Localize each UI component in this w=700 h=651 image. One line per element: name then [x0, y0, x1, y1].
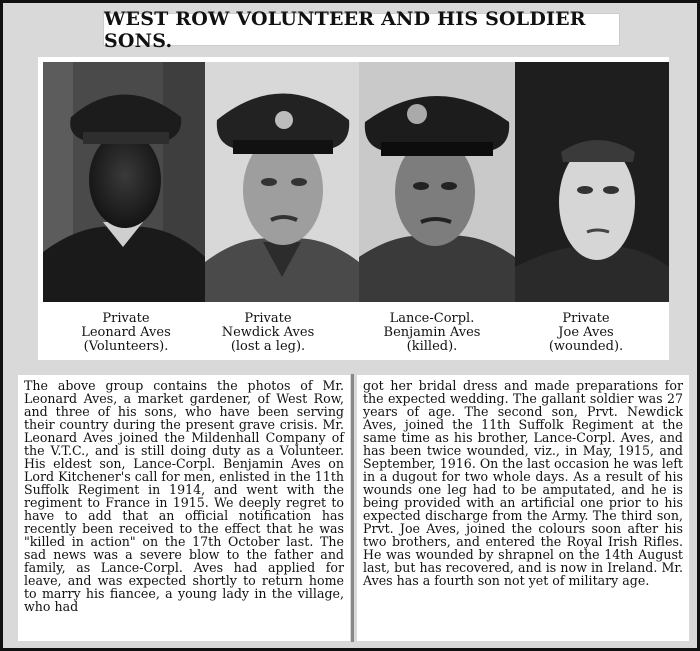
caption-name: Newdick Aves — [221, 325, 315, 340]
column-divider — [351, 374, 354, 642]
caption-row — [38, 312, 669, 360]
portrait-leonard-aves — [43, 62, 205, 302]
caption-rank: Private — [244, 311, 292, 326]
article-text-right: got her bridal dress and made preparations for the expected wedding. The gallant soldier was 27 years of age. The second son, Prvt. Newdick Aves, joined the 11th Suffolk Regiment at the same time as his brother, Lance-Corpl. Aves, and has been twice wounded, viz., in May, 1915, and September, 1916. On the last occasion he was left in a dugout for two whole days. As a result of his wounds one leg had to be amputated, and he is being provided with an artificial one prior to his expected discharge from the Army. The third son, Prvt. Joe Aves, joined the colours soon after his two brothers, and entered the Royal Irish Rifles. He was wounded by shrapnel on the 14th August last, but has recovered, and is now in Ireland. Mr. Aves has a fourth son not yet of military age. — [363, 378, 683, 588]
caption-name: Leonard Aves — [81, 325, 171, 340]
caption-newdick-aves — [208, 312, 328, 354]
article-text-left: The above group contains the photos of Mr. Leonard Aves, a market gardener, of West Row, and three of his sons, who have been serving their country during the present grave crisis. Mr. Leonard Aves joined the Mildenhall Company of the V.T.C., and is still doing duty as a Volunteer. His eldest son, Lance-Corpl. Benjamin Aves on Lord Kitchener's call for men, enlisted in the 11th Suffolk Regiment in 1914, and went with the regiment to France in 1915. We deeply regret to have to add that an official notification has recently been received to the effect that he was "killed in action" on the 17th October last. The sad news was a severe blow to the father and family, as Lance-Corpl. Aves had applied for leave, and was expected shortly to return home to marry his fiancee, a young lady in the village, who had — [24, 378, 344, 614]
caption-rank: Private — [102, 311, 150, 326]
caption-name: Benjamin Aves — [383, 325, 481, 340]
article-column-right — [357, 375, 689, 641]
portrait-joe-aves — [515, 62, 669, 302]
caption-rank: Private — [562, 311, 610, 326]
caption-name: Joe Aves — [558, 325, 614, 340]
caption-joe-aves — [526, 312, 646, 354]
caption-leonard-aves — [66, 312, 186, 354]
portrait-benjamin-aves — [359, 62, 515, 302]
article-column-left — [18, 375, 350, 641]
headline: WEST ROW VOLUNTEER AND HIS SOLDIER SONS. — [103, 13, 620, 46]
photo-panel — [38, 57, 669, 360]
portrait-row — [43, 62, 669, 302]
caption-note: (lost a leg). — [230, 339, 306, 354]
portrait-newdick-aves — [205, 62, 359, 302]
caption-benjamin-aves — [364, 312, 500, 354]
caption-note: (Volunteers). — [83, 339, 169, 354]
caption-note: (wounded). — [548, 339, 624, 354]
caption-rank: Lance-Corpl. — [389, 311, 475, 326]
caption-note: (killed). — [406, 339, 458, 354]
